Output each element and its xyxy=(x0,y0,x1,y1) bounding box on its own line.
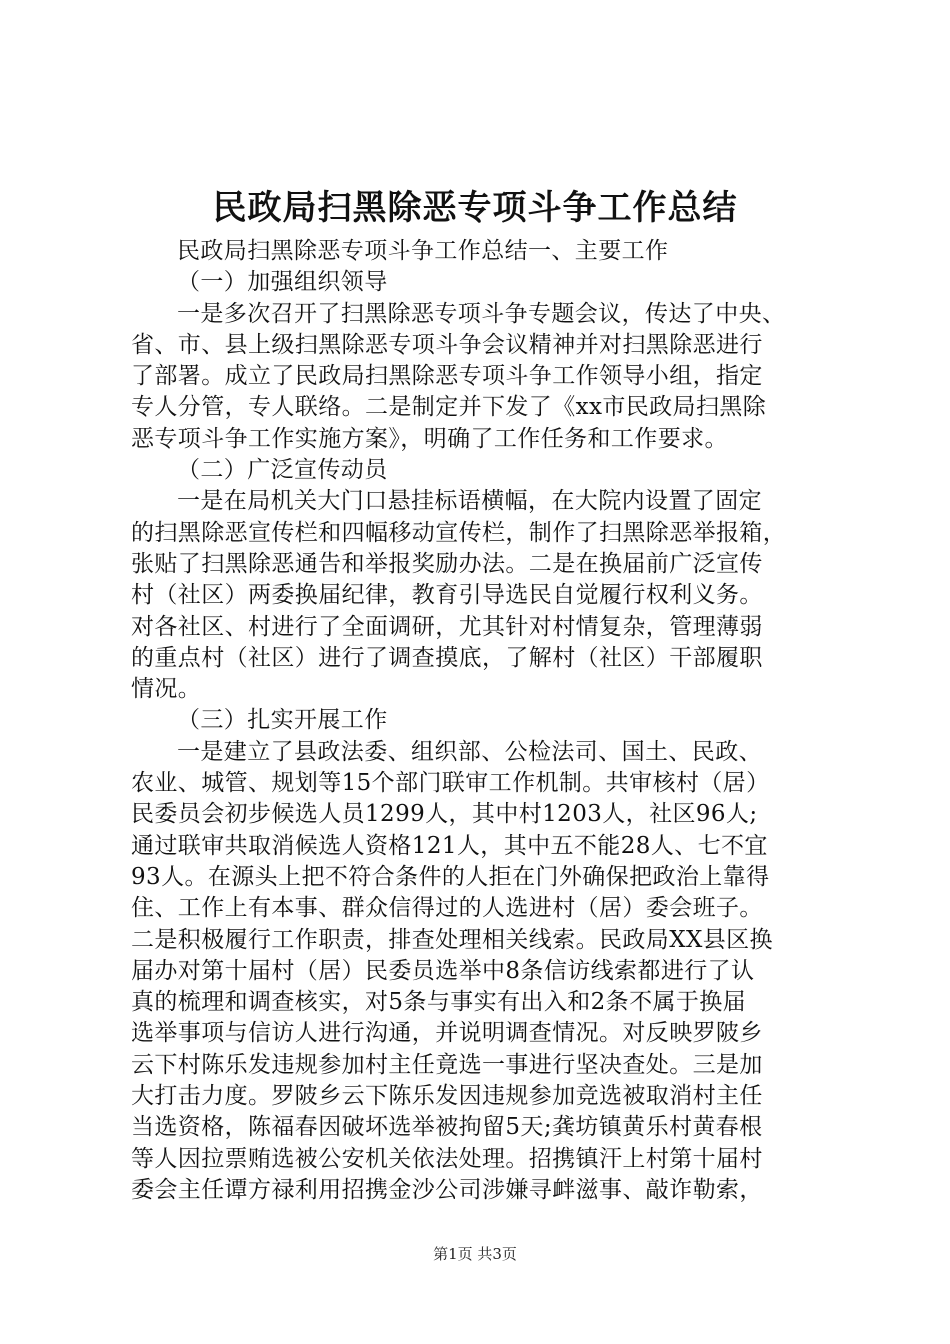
body-line: 93人。在源头上把不符合条件的人拒在门外确保把政治上靠得 xyxy=(131,863,770,890)
body-line: 省、市、县上级扫黑除恶专项斗争会议精神并对扫黑除恶进行 xyxy=(131,331,763,358)
body-line: 大打击力度。罗陂乡云下陈乐发因违规参加竞选被取消村主任 xyxy=(131,1083,763,1110)
body-line: 一是在局机关大门口悬挂标语横幅，在大院内设置了固定 xyxy=(177,488,762,515)
body-line: 委会主任谭方禄利用招携金沙公司涉嫌寻衅滋事、敲诈勒索， xyxy=(131,1176,763,1203)
section-heading: （三）扎实开展工作 xyxy=(177,707,388,734)
body-line: 了部署。成立了民政局扫黑除恶专项斗争工作领导小组，指定 xyxy=(131,363,763,390)
section-heading: （二）广泛宣传动员 xyxy=(177,457,388,484)
body-line: 云下村陈乐发违规参加村主任竟选一事进行坚决查处。三是加 xyxy=(131,1051,763,1078)
body-line: 民委员会初步候选人员1299人，其中村1203人，社区96人; xyxy=(131,801,758,828)
body-line: 张贴了扫黑除恶通告和举报奖励办法。二是在换届前广泛宣传 xyxy=(131,550,763,577)
section-heading: （一）加强组织领导 xyxy=(177,269,388,296)
body-line: 民政局扫黑除恶专项斗争工作总结一、主要工作 xyxy=(177,238,669,264)
page-footer: 第1页 共3页 xyxy=(433,1245,517,1263)
body-line: 农业、城管、规划等15个部门联审工作机制。共审核村（居） xyxy=(131,770,770,797)
body-line: 一是建立了县政法委、组织部、公检法司、国土、民政、 xyxy=(177,738,762,765)
body-line: 村（社区）两委换届纪律，教育引导选民自觉履行权利义务。 xyxy=(131,582,763,609)
body-line: 恶专项斗争工作实施方案》，明确了工作任务和工作要求。 xyxy=(131,425,728,452)
body-line: 专人分管，专人联络。二是制定并下发了《xx市民政局扫黑除 xyxy=(131,394,767,421)
body-line: 通过联审共取消候选人资格121人，其中五不能28人、七不宜 xyxy=(131,832,768,859)
body-line: 届办对第十届村（居）民委员选举中8条信访线索都进行了认 xyxy=(131,957,755,984)
body-line: 选举事项与信访人进行沟通，并说明调查情况。对反映罗陂乡 xyxy=(131,1020,763,1047)
body-line: 对各社区、村进行了全面调研，尤其针对村情复杂，管理薄弱 xyxy=(131,613,763,640)
document-body xyxy=(131,236,831,1206)
body-line: 一是多次召开了扫黑除恶专项斗争专题会议，传达了中央、 xyxy=(177,300,786,327)
body-line: 住、工作上有本事、群众信得过的人选进村（居）委会班子。 xyxy=(131,895,763,922)
body-line: 真的梳理和调查核实，对5条与事实有出入和2条不属于换届 xyxy=(131,989,747,1016)
body-line: 等人因拉票贿选被公安机关依法处理。招携镇汗上村第十届村 xyxy=(131,1145,763,1172)
document-title: 民政局扫黑除恶专项斗争工作总结 xyxy=(212,188,738,228)
body-line: 二是积极履行工作职责，排查处理相关线索。民政局XX县区换 xyxy=(131,926,773,953)
body-line: 的扫黑除恶宣传栏和四幅移动宣传栏，制作了扫黑除恶举报箱， xyxy=(131,519,787,546)
body-line: 情况。 xyxy=(131,676,202,703)
body-line: 的重点村（社区）进行了调查摸底，了解村（社区）干部履职 xyxy=(131,644,763,671)
body-line: 当选资格，陈福春因破坏选举被拘留5天;龚坊镇黄乐村黄春根 xyxy=(131,1114,763,1141)
